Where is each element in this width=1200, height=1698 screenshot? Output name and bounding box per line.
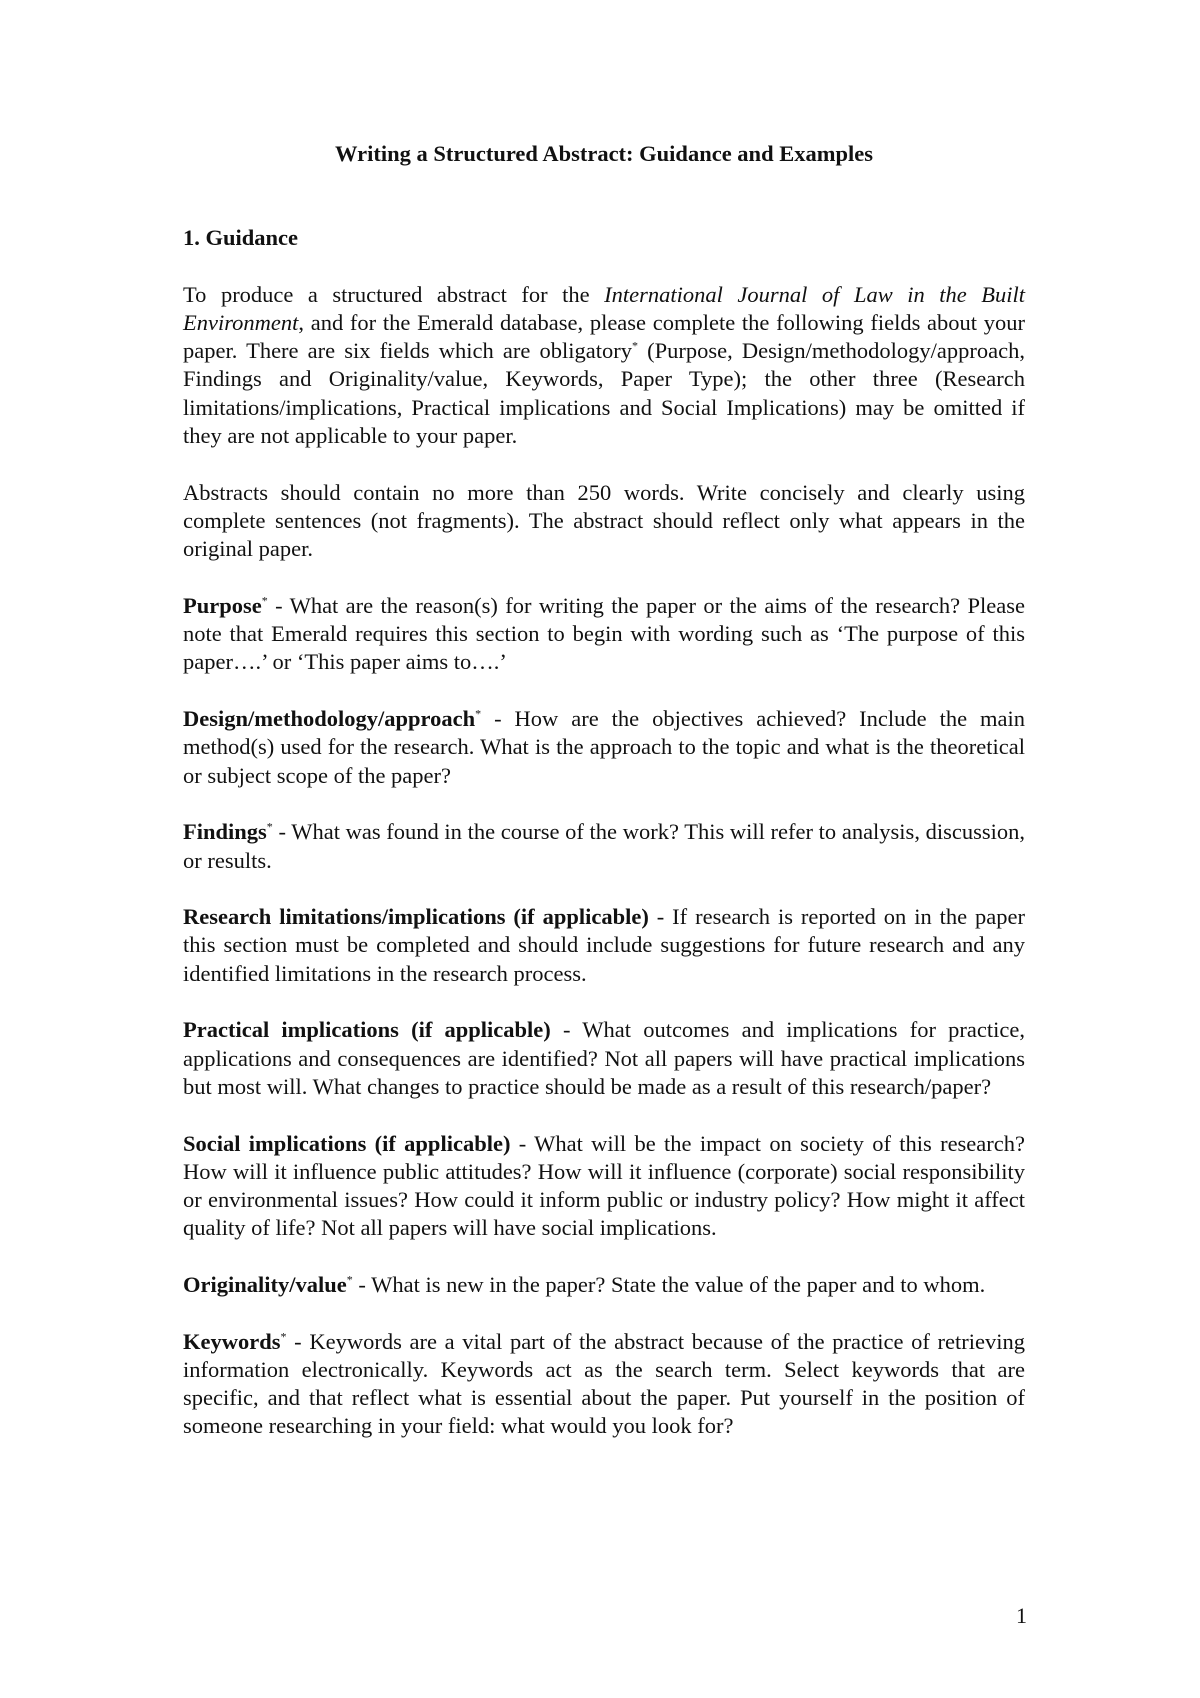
- field-description: - How are the objectives achieved? Include the main method(s) used for the research. What is the approach to the topic and what is the theoretical or subject scope of the paper?: [183, 706, 1025, 788]
- document-title: Writing a Structured Abstract: Guidance and Examples: [335, 141, 873, 166]
- field-term: Design/methodology/approach: [183, 706, 476, 732]
- field-social-implications: [183, 1130, 1025, 1243]
- intro-text-2: , and for the Emerald database, please complete the following fields about your paper. There are six fields which are obligatory: [183, 309, 1025, 364]
- word-limit-paragraph: Abstracts should contain no more than 250 words. Write concisely and clearly using complete sentences (not fragments). The abstract should reflect only what appears in the original paper.: [183, 479, 1025, 562]
- field-practical-implications: [183, 1016, 1025, 1101]
- field-term: Social implications (if applicable): [183, 1130, 511, 1156]
- page-content: [183, 140, 1025, 1469]
- field-term: Research limitations/implications (if applicable): [183, 904, 649, 930]
- obligatory-marker: *: [266, 819, 273, 834]
- obligatory-marker: *: [475, 706, 482, 721]
- field-keywords: [183, 1328, 1025, 1441]
- intro-text-3: (Purpose, Design/methodology/approach, Findings and Originality/value, Keywords, Paper Type); the other three (Research limitations/implications, Practical implications and Social Implications) may be omitted if they are not applicable to your paper.: [183, 338, 1025, 449]
- field-term: Originality/value: [183, 1271, 347, 1297]
- field-description: - What will be the impact on society of this research? How will it influence public attitudes? How will it influence (corporate) social responsibility or environmental issues? How could it inform public or industry policy? How might it affect quality of life? Not all papers will have social implications.: [183, 1130, 1025, 1241]
- field-description: - What was found in the course of the work? This will refer to analysis, discussion, or results.: [183, 819, 1025, 873]
- field-term: Keywords: [183, 1328, 281, 1354]
- field-originality: [183, 1271, 1025, 1299]
- obligatory-marker: *: [280, 1329, 287, 1344]
- field-findings: [183, 818, 1025, 875]
- intro-text-1: To produce a structured abstract for the: [183, 281, 605, 307]
- obligatory-marker: *: [261, 593, 268, 608]
- field-term: Purpose: [183, 592, 262, 618]
- section-heading: 1. Guidance: [183, 225, 299, 251]
- field-description: - Keywords are a vital part of the abstract because of the practice of retrieving information electronically. Keywords act as the search term. Select keywords that are specific, and that reflect what is essential about the paper. Put yourself in the position of someone researching in your field: what would you look for?: [183, 1328, 1025, 1439]
- field-purpose: [183, 592, 1025, 677]
- field-research-limitations: [183, 903, 1025, 988]
- journal-name: International Journal of Law in the Built Environment: [183, 281, 1025, 335]
- obligatory-marker: *: [632, 338, 639, 353]
- field-term: Findings: [183, 819, 267, 845]
- page-number: 1: [1016, 1603, 1027, 1628]
- field-design: [183, 705, 1025, 790]
- obligatory-marker: *: [346, 1272, 353, 1287]
- field-description: - What outcomes and implications for practice, applications and consequences are identified? Not all papers will have practical implications but most will. What changes to practice should be made as a result of this research/paper?: [183, 1017, 1025, 1099]
- field-description: - What are the reason(s) for writing the paper or the aims of the research? Please note that Emerald requires this section to begin with wording such as ‘The purpose of this paper….’ or ‘This paper aims to….’: [183, 592, 1025, 675]
- field-description: - What is new in the paper? State the value of the paper and to whom.: [352, 1271, 986, 1297]
- field-term: Practical implications (if applicable): [183, 1017, 551, 1043]
- intro-paragraph: [183, 281, 1025, 451]
- field-description: - If research is reported on in the paper this section must be completed and should include suggestions for future research and any identified limitations in the research process.: [183, 904, 1025, 986]
